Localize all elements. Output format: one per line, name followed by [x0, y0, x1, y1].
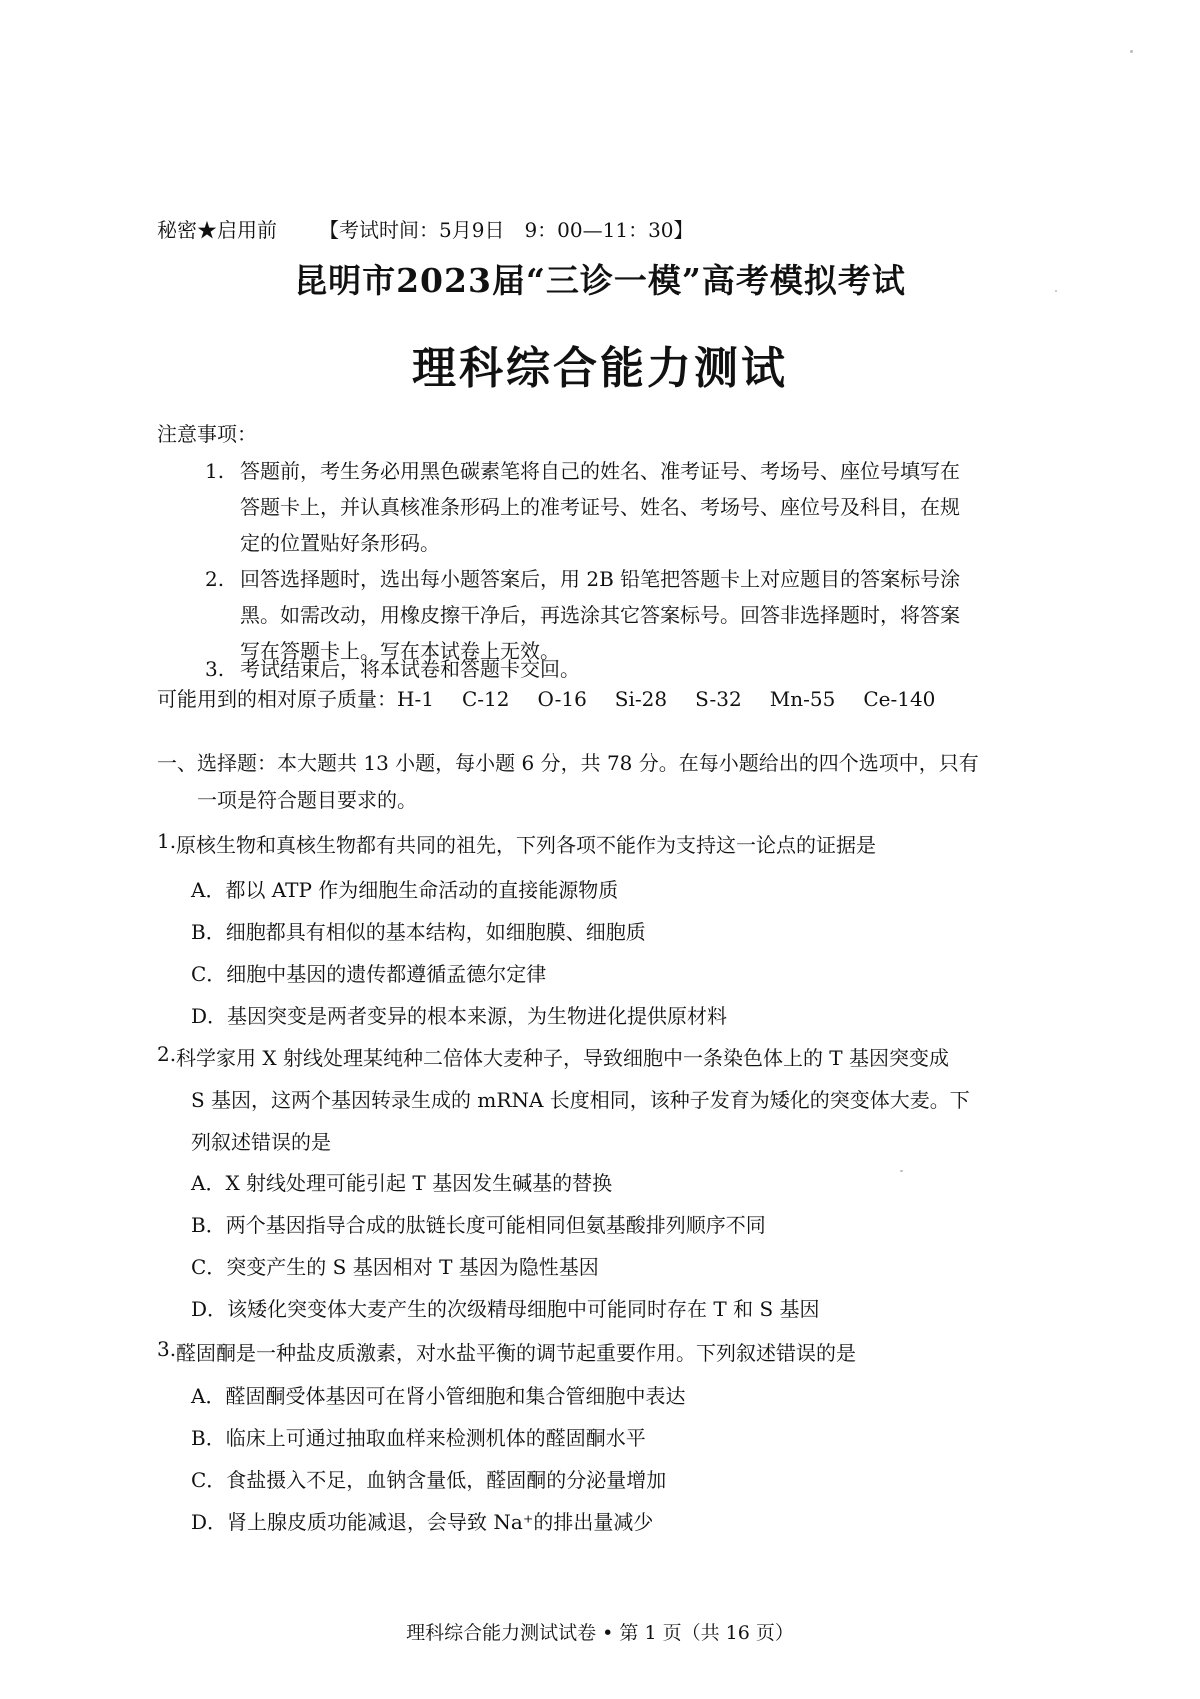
scan-speck [1130, 50, 1133, 53]
atomic-masses-label: 可能用到的相对原子质量： [157, 687, 397, 711]
question-text: 科学家用 X 射线处理某纯种二倍体大麦种子，导致细胞中一条染色体上的 T 基因突变成 [176, 1046, 950, 1070]
notice-line: 考试结束后，将本试卷和答题卡交回。 [240, 657, 580, 681]
confidential-label: 秘密★启用前 [157, 218, 277, 242]
question-text: 原核生物和真核生物都有共同的祖先，下列各项不能作为支持这一论点的证据是 [176, 833, 876, 857]
atomic-mass: Mn-55 [769, 687, 836, 711]
question-number: 2. [157, 1042, 177, 1066]
question-option: A．X 射线处理可能引起 T 基因发生碱基的替换 [191, 1171, 613, 1195]
page-footer: 理科综合能力测试试卷 • 第 1 页（共 16 页） [406, 1622, 794, 1644]
notice-number: 3. [205, 657, 225, 681]
question-option: A．都以 ATP 作为细胞生命活动的直接能源物质 [191, 878, 619, 902]
notice-line: 答题前，考生务必用黑色碳素笔将自己的姓名、准考证号、考场号、座位号填写在 [240, 459, 960, 483]
question-option: D．基因突变是两者变异的根本来源，为生物进化提供原材料 [191, 1004, 728, 1028]
exam-subtitle: 理科综合能力测试 [412, 343, 788, 394]
question-option: B．两个基因指导合成的肽链长度可能相同但氨基酸排列顺序不同 [191, 1213, 766, 1237]
atomic-mass: O-16 [537, 687, 587, 711]
atomic-mass: S-32 [695, 687, 742, 711]
question-option: C．细胞中基因的遗传都遵循孟德尔定律 [191, 962, 547, 986]
atomic-mass: C-12 [461, 687, 510, 711]
question-option: B．细胞都具有相似的基本结构，如细胞膜、细胞质 [191, 920, 646, 944]
question-number: 1. [157, 829, 177, 853]
notice-heading: 注意事项： [157, 422, 257, 446]
notice-number: 1. [205, 459, 225, 483]
notice-line: 回答选择题时，选出每小题答案后，用 2B 铅笔把答题卡上对应题目的答案标号涂 [240, 567, 961, 591]
atomic-mass: Ce-140 [863, 687, 936, 711]
question-option: B．临床上可通过抽取血样来检测机体的醛固酮水平 [191, 1426, 646, 1450]
question-number: 3. [157, 1337, 177, 1361]
question-text: 醛固酮是一种盐皮质激素，对水盐平衡的调节起重要作用。下列叙述错误的是 [176, 1341, 856, 1365]
atomic-mass: H-1 [397, 687, 434, 711]
exam-time: 【考试时间：5月9日 9：00—11：30】 [319, 218, 694, 242]
scan-speck [900, 1170, 903, 1172]
confidential-line [157, 214, 694, 243]
atomic-masses [157, 683, 935, 712]
question-text: 列叙述错误的是 [191, 1130, 331, 1154]
question-option: D．该矮化突变体大麦产生的次级精母细胞中可能同时存在 T 和 S 基因 [191, 1297, 820, 1321]
question-option: A．醛固酮受体基因可在肾小管细胞和集合管细胞中表达 [191, 1384, 686, 1408]
section-heading: 一、选择题：本大题共 13 小题，每小题 6 分，共 78 分。在每小题给出的四个选项中，只有 [157, 751, 979, 775]
notice-line: 答题卡上，并认真核准条形码上的准考证号、姓名、考场号、座位号及科目，在规 [240, 495, 960, 519]
notice-number: 2. [205, 567, 225, 591]
question-option: C．食盐摄入不足，血钠含量低，醛固酮的分泌量增加 [191, 1468, 667, 1492]
notice-line: 黑。如需改动，用橡皮擦干净后，再选涂其它答案标号。回答非选择题时，将答案 [240, 603, 960, 627]
scan-speck [1055, 290, 1057, 292]
question-option: D．肾上腺皮质功能减退，会导致 Na⁺的排出量减少 [191, 1510, 654, 1534]
exam-title: 昆明市2023届“三诊一模”高考模拟考试 [294, 261, 906, 300]
notice-line: 写在答题卡上。写在本试卷上无效。 [240, 639, 560, 663]
section-heading-cont: 一项是符合题目要求的。 [197, 788, 417, 812]
notice-line: 定的位置贴好条形码。 [240, 531, 440, 555]
question-text: S 基因，这两个基因转录生成的 mRNA 长度相同，该种子发育为矮化的突变体大麦。下 [191, 1088, 970, 1112]
atomic-mass: Si-28 [614, 687, 668, 711]
question-option: C．突变产生的 S 基因相对 T 基因为隐性基因 [191, 1255, 599, 1279]
